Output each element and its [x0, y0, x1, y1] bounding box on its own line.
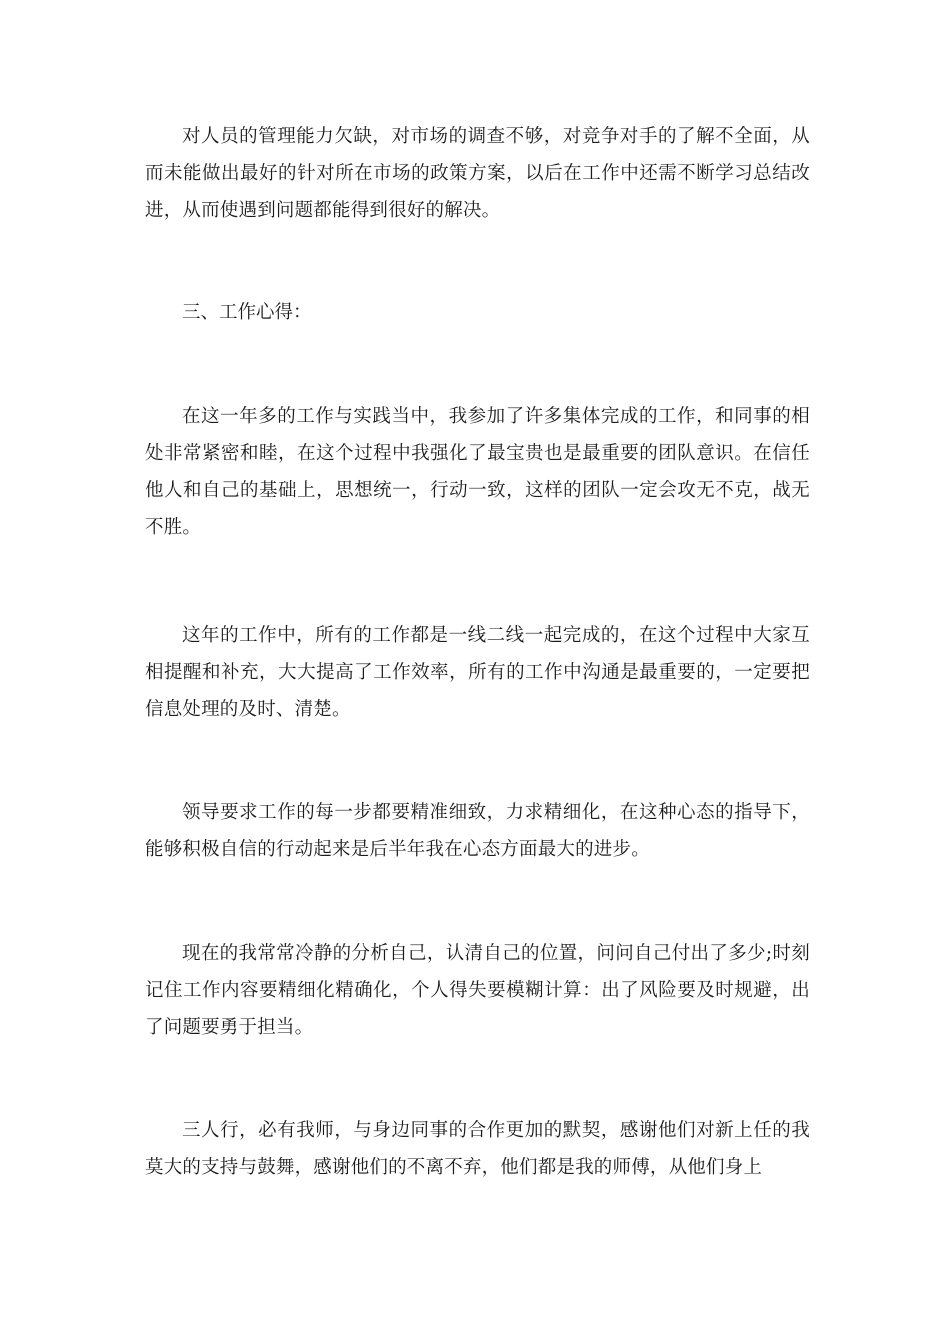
paragraph-self-reflection: 现在的我常常冷静的分析自己，认清自己的位置，问问自己付出了多少;时刻记住工作内容要精细化精确化，个人得失要模糊计算：出了风险要及时规避，出了问题要勇于担当。	[145, 943, 810, 1038]
paragraph-precision: 领导要求工作的每一步都要精准细致，力求精细化，在这种心态的指导下，能够积极自信的行动起来是后半年我在心态方面最大的进步。	[145, 802, 810, 860]
section-heading-work-insights: 三、工作心得：	[182, 302, 312, 323]
paragraph-management-shortcomings: 对人员的管理能力欠缺，对市场的调查不够，对竞争对手的了解不全面，从而未能做出最好的针对所在市场的政策方案，以后在工作中还需不断学习总结改进，从而使遇到问题都能得到很好的解决。	[145, 126, 810, 221]
paragraph-colleagues: 三人行，必有我师，与身边同事的合作更加的默契，感谢他们对新上任的我莫大的支持与鼓舞，感谢他们的不离不弃，他们都是我的师傅，从他们身上	[145, 1120, 810, 1178]
paragraph-communication: 这年的工作中，所有的工作都是一线二线一起完成的，在这个过程中大家互相提醒和补充，大大提高了工作效率，所有的工作中沟通是最重要的，一定要把信息处理的及时、清楚。	[145, 625, 810, 720]
paragraph-teamwork: 在这一年多的工作与实践当中，我参加了许多集体完成的工作，和同事的相处非常紧密和睦，在这个过程中我强化了最宝贵也是最重要的团队意识。在信任他人和自己的基础上，思想统一，行动一致，这样的团队一定会攻无不克，战无不胜。	[145, 406, 810, 538]
